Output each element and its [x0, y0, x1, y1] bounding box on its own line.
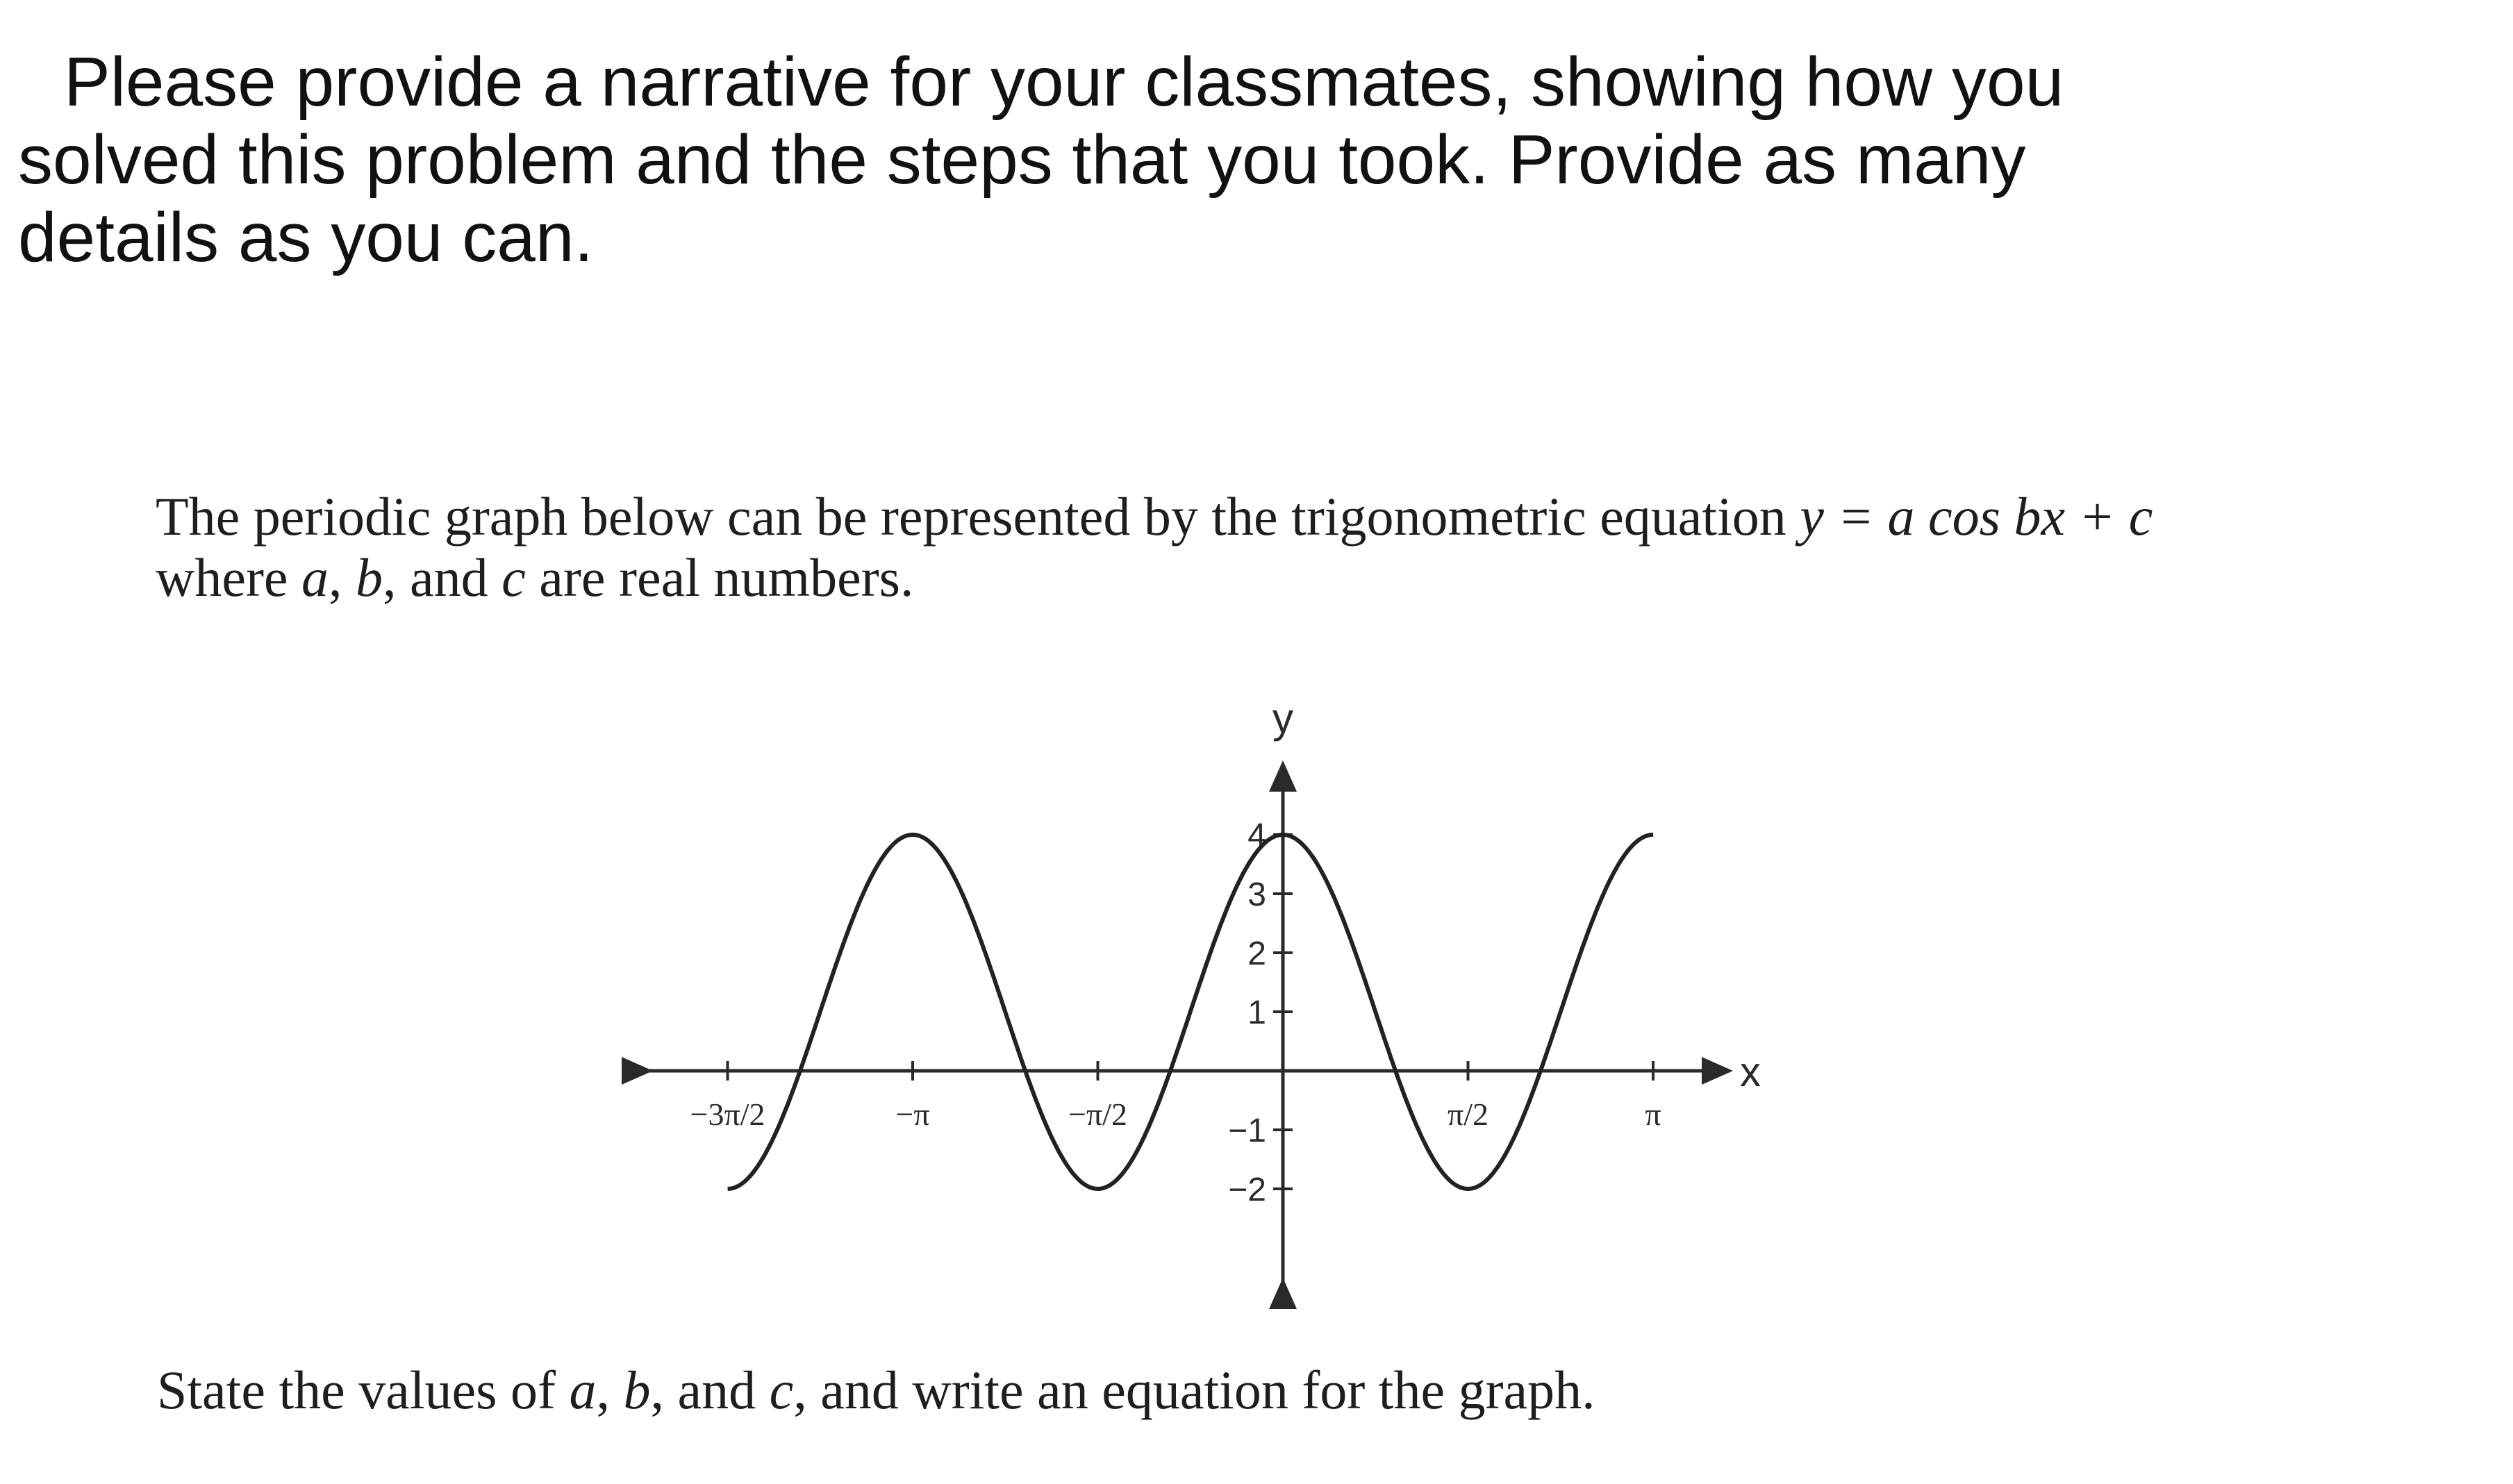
problem-text: are real numbers.	[525, 547, 914, 608]
x-tick-label: π/2	[1447, 1097, 1489, 1132]
separator-text: , and	[383, 547, 502, 608]
instruction-part: , and write an equation for the graph.	[793, 1360, 1595, 1420]
variable-b: b	[356, 547, 383, 608]
x-tick-label: −π	[895, 1097, 930, 1132]
variable-b: b	[623, 1360, 651, 1420]
x-tick-label: π	[1645, 1097, 1661, 1132]
y-tick-label: −1	[1228, 1112, 1266, 1149]
variable-a: a	[569, 1360, 597, 1420]
prompt-line: details as you can.	[18, 199, 594, 276]
x-axis-label: x	[1740, 1049, 1761, 1095]
y-axis-label: y	[1272, 695, 1293, 742]
prompt-line: solved this problem and the steps that you took. Provide as many	[18, 121, 2026, 199]
y-tick-label: 2	[1247, 935, 1266, 972]
y-tick-label: 1	[1247, 994, 1266, 1031]
problem-text: The periodic graph below can be represented by the trigonometric equation	[156, 486, 1800, 547]
y-tick-label: 4	[1247, 817, 1266, 854]
variable-c: c	[501, 547, 526, 608]
series-line	[728, 835, 1654, 1189]
equation-form: y = a cos bx + c	[1800, 486, 2153, 547]
instruction-part: State the values of	[157, 1360, 570, 1420]
separator-text: ,	[329, 547, 356, 608]
separator-text: , and	[650, 1360, 770, 1420]
instruction-text	[157, 1360, 2491, 1421]
prompt-line: Please provide a narrative for your classmates, showing how you	[64, 43, 2064, 121]
x-tick-label: −π/2	[1068, 1097, 1127, 1132]
separator-text: ,	[596, 1360, 624, 1420]
x-tick-label: −3π/2	[690, 1097, 765, 1132]
variable-a: a	[301, 547, 329, 608]
problem-text: where	[156, 547, 302, 608]
variable-c: c	[769, 1360, 794, 1420]
y-tick-label: 3	[1247, 876, 1266, 913]
y-tick-label: −2	[1228, 1172, 1266, 1208]
